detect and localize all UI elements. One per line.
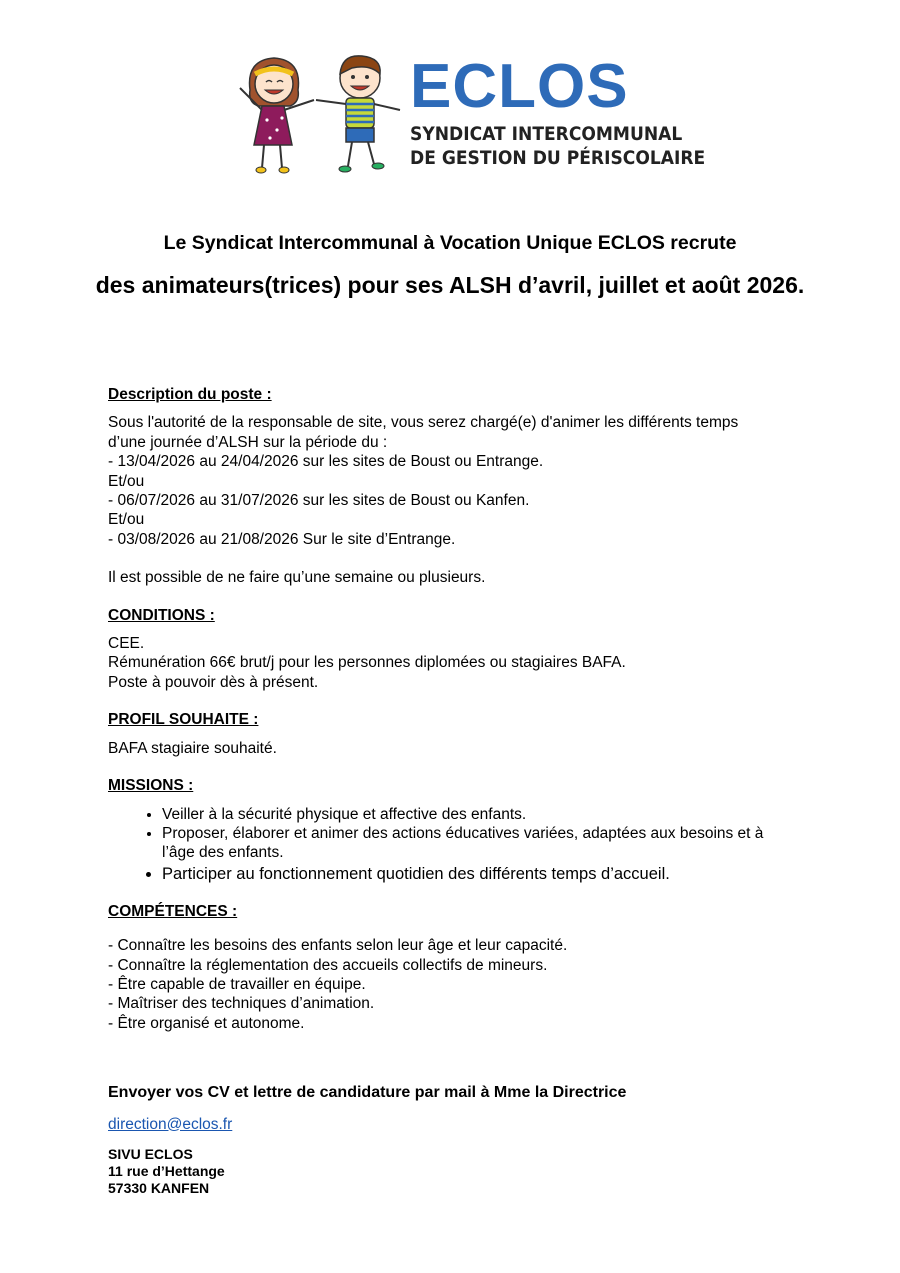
profil-heading: PROFIL SOUHAITE : — [108, 711, 259, 729]
list-item: • Proposer, élaborer et animer des actions éducatives variées, adaptées aux besoins et à l’âge des enfants. — [162, 824, 808, 863]
description-heading: Description du poste : — [108, 386, 272, 403]
document-body — [108, 385, 808, 1197]
address-org: SIVU ECLOS — [108, 1145, 193, 1162]
logo-subtitle-line2: DE GESTION DU PÉRISCOLAIRE — [410, 147, 706, 169]
missions-heading: MISSIONS : — [108, 777, 194, 795]
conditions-line1: CEE. — [108, 635, 145, 653]
logo-subtitle-line1: SYNDICAT INTERCOMMUNAL — [410, 123, 683, 145]
period-2: - 06/07/2026 au 31/07/2026 sur les sites de Boust ou Kanfen. — [108, 492, 530, 510]
list-item: - Maîtriser des techniques d’animation. — [108, 995, 375, 1013]
eclos-logo — [232, 50, 706, 180]
list-item: • Participer au fonctionnement quotidien des différents temps d’accueil. — [162, 863, 808, 885]
description-note: Il est possible de ne faire qu’une semaine ou plusieurs. — [108, 569, 486, 587]
description-intro2: d’une journée d’ALSH sur la période du : — [108, 433, 388, 451]
address-city: 57330 KANFEN — [108, 1179, 210, 1196]
list-item: - Être capable de travailler en équipe. — [108, 975, 366, 993]
email-link[interactable]: direction@eclos.fr — [108, 1115, 233, 1133]
description-intro1: Sous l'autorité de la responsable de site, vous serez chargé(e) d'animer les différents temps — [108, 414, 739, 432]
list-item: • Veiller à la sécurité physique et affective des enfants. — [162, 805, 808, 824]
address-street: 11 rue d’Hettange — [108, 1162, 225, 1179]
period-1: - 13/04/2026 au 24/04/2026 sur les sites de Boust ou Entrange. — [108, 453, 544, 471]
children-illustration — [232, 50, 407, 180]
period-3: - 03/08/2026 au 21/08/2026 Sur le site d’Entrange. — [108, 530, 456, 548]
etou-1: Et/ou — [108, 472, 145, 490]
conditions-heading: CONDITIONS : — [108, 606, 215, 624]
title-line1: Le Syndicat Intercommunal à Vocation Unique ECLOS recrute — [163, 232, 737, 254]
conditions-line3: Poste à pouvoir dès à présent. — [108, 673, 319, 691]
boy-figure — [316, 56, 400, 172]
missions-list — [108, 805, 808, 885]
logo-text — [410, 52, 738, 170]
competences-heading: COMPÉTENCES : — [108, 902, 238, 920]
list-item: - Connaître les besoins des enfants selon leur âge et leur capacité. — [108, 937, 568, 955]
conditions-line2: Rémunération 66€ brut/j pour les personnes diplomées ou stagiaires BAFA. — [108, 654, 626, 672]
profil-line1: BAFA stagiaire souhaité. — [108, 739, 277, 757]
list-item: - Connaître la réglementation des accueils collectifs de mineurs. — [108, 956, 548, 974]
title-line2: des animateurs(trices) pour ses ALSH d’avril, juillet et août 2026. — [95, 272, 805, 298]
application-instruction: Envoyer vos CV et lettre de candidature par mail à Mme la Directrice — [108, 1084, 627, 1102]
logo-name: ECLOS — [410, 52, 629, 121]
girl-figure — [240, 58, 314, 173]
etou-2: Et/ou — [108, 511, 145, 529]
list-item: - Être organisé et autonome. — [108, 1014, 305, 1032]
